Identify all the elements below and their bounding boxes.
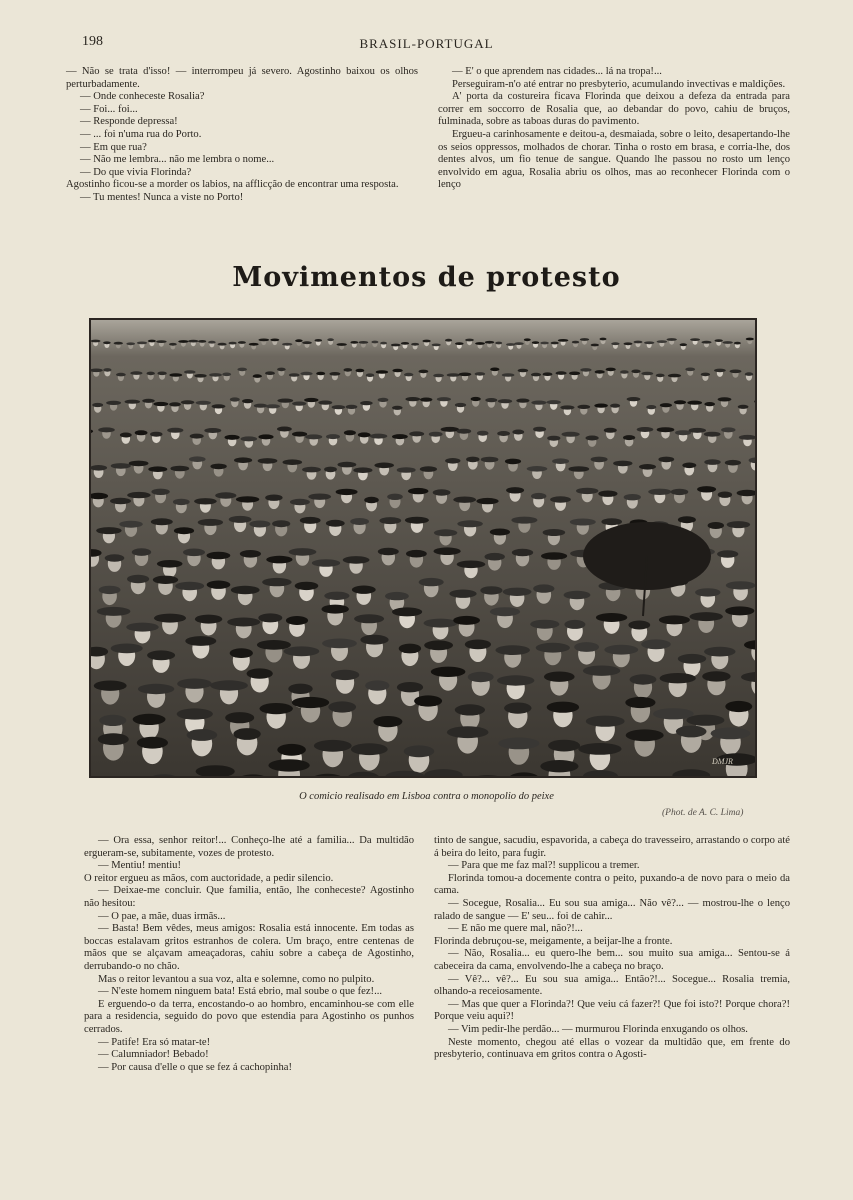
text-column-bottom-left (84, 835, 414, 1074)
paragraph: — Onde conheceste Rosalia? (80, 91, 205, 103)
paragraph: Neste momento, chegou até ellas o vozear da multidão que, em frente do presbyterio, continuava em gritos contra o Agosti- (434, 1036, 790, 1061)
paragraph: — Basta! Bem vêdes, meus amigos: Rosalia está innocente. Em todas as boccas estalavam gritos estranhos de colera. Um braço, entre centenas de mãos que se alçavam ameaçadoras, cahiu sobre a cabeça de Agostinho, derrubando-o no chão. (84, 923, 414, 972)
text-column-top-left (66, 66, 418, 205)
article-headline: Movimentos de protesto (232, 262, 621, 293)
paragraph: — Mentiu! mentiu! (98, 860, 181, 872)
paragraph: — Não me lembra... não me lembra o nome... (80, 154, 275, 166)
paragraph: O reitor ergueu as mãos, com auctoridade, a pedir silencio. (84, 872, 334, 884)
photographer-monogram: DMJR (712, 757, 733, 766)
paragraph: — Não, Rosalia... eu quero-lhe bem... sou muito sua amiga... Sentou-se á cabeceira da cama, envolvendo-lhe a cabeça no braço. (434, 948, 790, 972)
page-number: 198 (82, 34, 103, 49)
paragraph: Agostinho ficou-se a morder os labios, na afflicção de encontrar uma resposta. (66, 179, 399, 191)
running-head: BRASIL-PORTUGAL (359, 36, 494, 51)
paragraph: — ... foi n'uma rua do Porto. (80, 128, 202, 140)
paragraph: — Vê?... vê?... Eu sou sua amiga... Então?!... Socegue... Rosalia tremia, olhando-a receiosamente. (434, 973, 790, 998)
paragraph: Perseguiram-n'o até entrar no presbyterio, acumulando invectivas e maldições. (452, 78, 786, 90)
paragraph: — Por causa d'elle o que se fez á cachopinha! (98, 1061, 292, 1073)
paragraph: — E não me quere mal, não?!... (448, 923, 583, 935)
paragraph: — N'este homem ninguem bata! Está ebrio, mal soube o que fez!... (98, 986, 383, 998)
crowd-photograph (89, 318, 757, 778)
paragraph: Florinda debruçou-se, meigamente, a beijar-lhe a fronte. (434, 935, 673, 947)
paragraph: — Vim pedir-lhe perdão... — murmurou Florinda enxugando os olhos. (448, 1023, 748, 1035)
photo-caption: O comicio realisado em Lisboa contra o monopolio do peixe (299, 791, 554, 802)
paragraph: — Em que rua? (80, 141, 147, 153)
paragraph: A' porta da costureira ficava Florinda que deixou a defeza da entrada para correr em soccorro de Rosalia que, ao debandar do povo, cahiu de bruços, fulminada, sobre as taboas duras do pavimento. (438, 91, 790, 128)
paragraph: Ergueu-a carinhosamente e deitou-a, desmaiada, sobre o leito, desapertando-lhe os seios oppressos, molhados de chorar. Tinha o rosto em brasa, e corria-lhe, dos dentes alvos, um fio tenue de sangue. Quando lhe passou no rosto um lenço envolvido em agua, Rosalia abriu os olhos, mas ao reconhecer Florinda com o lenço (438, 128, 790, 191)
paragraph: — Não se trata d'isso! — interrompeu já severo. Agostinho baixou os olhos perturbadamente. (66, 66, 418, 90)
paragraph: — Calumniador! Bebado! (98, 1049, 209, 1061)
paragraph: — Para que me faz mal?! supplicou a tremer. (448, 860, 640, 872)
paragraph: — Patife! Era só matar-te! (98, 1036, 211, 1048)
paragraph: — Responde depressa! (80, 116, 178, 128)
paragraph: Mas o reitor levantou a sua voz, alta e solemne, como no pulpito. (98, 973, 375, 985)
paragraph: tinto de sangue, sacudiu, espavorida, a cabeça do travesseiro, arrastando o corpo até á beira do leito, para fugir. (434, 835, 790, 859)
paragraph: E erguendo-o da terra, encostando-o ao hombro, encaminhou-se com elle para a residencia, seguido do povo que estendia para Agostinho os punhos cerrados. (84, 998, 414, 1035)
photo-credit: (Phot. de A. C. Lima) (662, 808, 744, 818)
text-column-bottom-right (434, 835, 790, 1062)
crowd-photo-illustration (91, 320, 755, 776)
paragraph: — Mas que quer a Florinda?! Que veiu cá fazer?! Que foi isto?! Porque chora?! Porque veiu aqui?! (434, 998, 790, 1023)
paragraph: — Do que vivia Florinda? (80, 166, 192, 178)
paragraph: — O pae, a mãe, duas irmãs... (98, 910, 226, 922)
paragraph: — Foi... foi... (80, 103, 138, 115)
paragraph: — Ora essa, senhor reitor!... Conheço-lhe até a familia... Da multidão ergueram-se, subitamente, vozes de protesto. (84, 835, 414, 859)
paragraph: — Deixae-me concluir. Que familia, então, lhe conheceste? Agostinho não hesitou: (84, 885, 414, 909)
paragraph: Florinda tomou-a docemente contra o peito, puxando-a de novo para o meio da cama. (434, 872, 790, 897)
paragraph: — Socegue, Rosalia... Eu sou sua amiga... Não vê?... — mostrou-lhe o lenço ralado de sangue — E' seu... foi de cahir... (434, 897, 790, 922)
paragraph: — E' o que aprendem nas cidades... lá na tropa!... (452, 66, 662, 77)
text-column-top-right (438, 66, 790, 192)
paragraph: — Tu mentes! Nunca a viste no Porto! (80, 191, 244, 203)
